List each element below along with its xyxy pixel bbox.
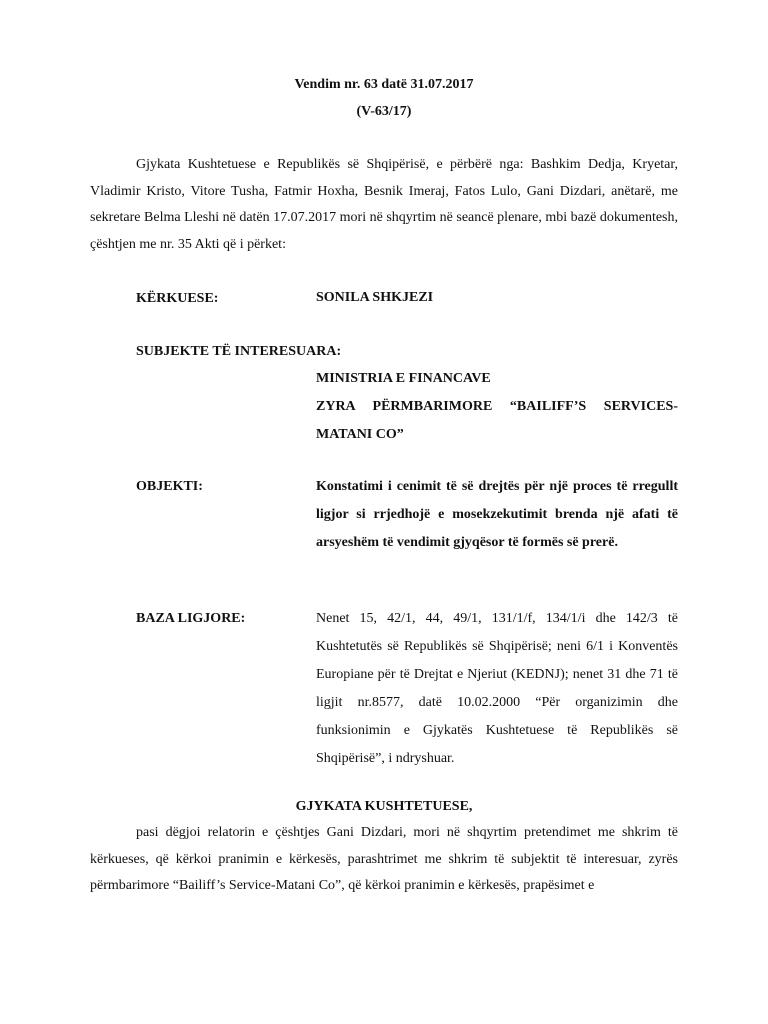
subjekte-line-2: ZYRA PËRMBARIMORE “BAILIFF’S SERVICES-MATANI CO”: [316, 399, 678, 442]
subjekte-label: SUBJEKTE TË INTERESUARA:: [136, 344, 342, 359]
case-code: (V-63/17): [356, 104, 412, 119]
baza-label: BAZA LIGJORE:: [136, 611, 246, 626]
decision-title: Vendim nr. 63 datë 31.07.2017: [294, 77, 474, 92]
subjekte-values: [316, 365, 678, 449]
baza-value: Nenet 15, 42/1, 44, 49/1, 131/1/f, 134/1/i dhe 142/3 të Kushtetutës së Republikës së Shqipërisë; neni 6/1 i Konventës Europiane për të Drejtat e Njeriut (KEDNJ); nenet 31 dhe 71 të ligjit nr.8577, datë 10.02.2000 “Për organizimin dhe funksionimin e Gjykatës Kushtetuese të Republikës së Shqipërisë”, i ndryshuar.: [316, 611, 678, 766]
kerkuese-label: KËRKUESE:: [136, 291, 219, 306]
closing-paragraph: pasi dëgjoi relatorin e çështjes Gani Dizdari, mori në shqyrtim pretendimet me shkrim të kërkueses, që kërkoi pranimin e kërkesës, parashtrimet me shkrim të subjektit të interesuar, zyrës përmbarimore “Bailiff’s Service-Matani Co”, që kërkoi pranimin e kërkesës, prapësimet e: [90, 825, 678, 893]
objekti-label: OBJEKTI:: [136, 479, 203, 494]
kerkuese-value: SONILA SHKJEZI: [316, 290, 434, 305]
objekti-value: Konstatimi i cenimit të së drejtës për një proces të rregullt ligjor si rrjedhojë e mosekzekutimit brenda një afati të arsyeshëm të vendimit gjyqësor të formës së prerë.: [316, 479, 678, 550]
subjekte-line-1: MINISTRIA E FINANCAVE: [316, 371, 491, 386]
court-heading: GJYKATA KUSHTETUESE,: [295, 799, 473, 814]
intro-paragraph: Gjykata Kushtetuese e Republikës së Shqipërisë, e përbërë nga: Bashkim Dedja, Kryetar, Vladimir Kristo, Vitore Tusha, Fatmir Hoxha, Besnik Imeraj, Fatos Lulo, Gani Dizdari, anëtarë, me sekretare Belma Lleshi në datën 17.07.2017 mori në shqyrtim në seancë plenare, mbi bazë dokumentesh, çështjen me nr. 35 Akti që i përket:: [90, 157, 678, 252]
